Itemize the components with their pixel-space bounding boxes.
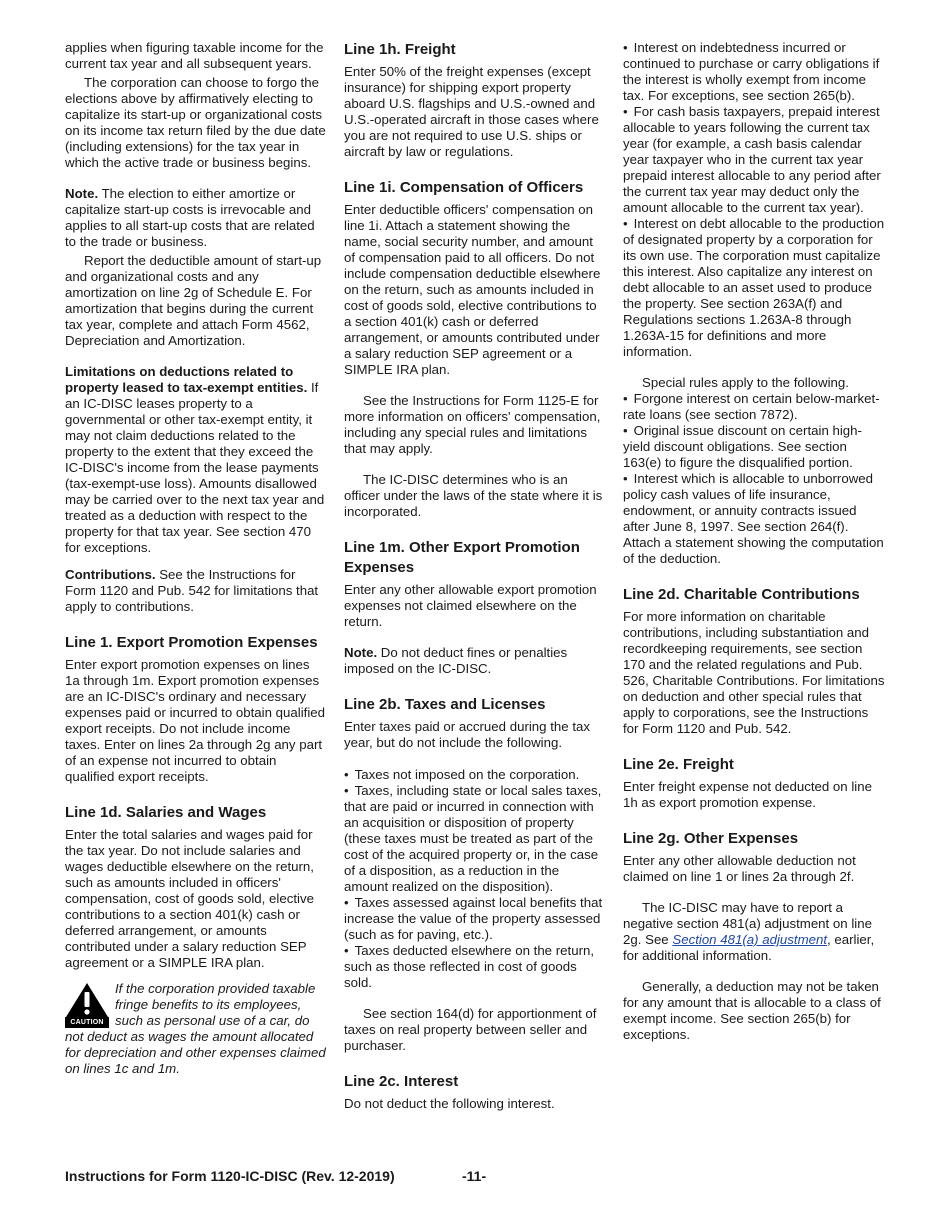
- note-label: Note.: [65, 186, 99, 201]
- paragraph: Enter freight expense not deducted on line 1h as export promotion expense.: [623, 779, 872, 810]
- paragraph: See section 164(d) for apportionment of taxes on real property between seller and purchaser.: [344, 1006, 597, 1053]
- paragraph: For more information on charitable contributions, including substantiation and recordkeeping requirements, see section 170 and the related regulations and Pub. 526, Charitable Contributions. For limitations on deduction and other special rules that apply to corporations, see the Instructions for Form 1120 and Pub. 542.: [623, 609, 885, 736]
- heading-line-2b: Line 2b. Taxes and Licenses: [344, 696, 546, 713]
- paragraph-text: , earlier, for additional information.: [623, 932, 875, 963]
- heading-line-2g: Line 2g. Other Expenses: [623, 830, 799, 847]
- paragraph: [623, 900, 885, 964]
- heading-line-1m: Line 1m. Other Export Promotion Expenses: [344, 539, 580, 576]
- paragraph: Enter any other allowable export promotion expenses not claimed elsewhere on the return.: [344, 582, 597, 629]
- list-item: • For cash basis taxpayers, prepaid interest allocable to years following the current tax year (for example, a cash basis calendar year taxpayer who in the current tax year prepaid interest allocable to any period after the current tax year may deduct only the amount allocable to the current tax year).: [623, 104, 885, 216]
- paragraph: Enter taxes paid or accrued during the tax year, but do not include the following.: [344, 719, 591, 750]
- column-1: [65, 40, 327, 1077]
- caution-icon: [65, 982, 109, 1028]
- warning-triangle-icon: [65, 982, 109, 1018]
- footer-title: Instructions for Form 1120-IC-DISC (Rev. 12-2019): [65, 1168, 395, 1184]
- list-item: • Original issue discount on certain high-yield discount obligations. See section 163(e) to figure the disqualified portion.: [623, 423, 885, 471]
- note-paragraph: [344, 645, 606, 677]
- paragraph: applies when figuring taxable income for the current tax year and all subsequent years.: [65, 40, 324, 71]
- paragraph: Do not deduct the following interest.: [344, 1096, 555, 1111]
- paragraph: Generally, a deduction may not be taken for any amount that is allocable to a class of exempt income. See section 265(b) for exceptions.: [623, 979, 881, 1042]
- heading-line-2c: Line 2c. Interest: [344, 1073, 459, 1090]
- column-2: [344, 40, 606, 1112]
- heading-line-1h: Line 1h. Freight: [344, 41, 456, 58]
- paragraph: Enter 50% of the freight expenses (except insurance) for shipping export property aboard U.S. flagships and U.S.-owned and U.S.-operated aircraft in those cases where you are not required to use U.S. ships or aircraft by law or regulations.: [344, 64, 599, 159]
- note-label: Note.: [344, 645, 378, 660]
- list-item: • Interest on debt allocable to the production of designated property by a corporation for its own use. The corporation must capitalize this interest. Also capitalize any interest on debt allocable to an asset used to produce the property. See section 263A(f) and Regulations sections 1.263A-8 through 1.263A-15 for definitions and more information.: [623, 216, 885, 360]
- section-481a-adjustment-link[interactable]: Section 481(a) adjustment: [672, 932, 828, 947]
- column-3: [623, 40, 885, 1043]
- caution-text: If the corporation provided taxable fringe benefits to its employees, such as personal use of a car, do not deduct as wages the amount allocated for depreciation and other expenses claimed on lines 1c and 1m.: [65, 981, 326, 1076]
- note-paragraph: [65, 186, 327, 250]
- list-item: • Taxes assessed against local benefits that increase the value of the property assessed (such as for paving, etc.).: [344, 895, 606, 943]
- special-rules-list: [623, 391, 885, 567]
- interest-exclusion-list: [623, 40, 885, 360]
- paragraph: Enter deductible officers' compensation on line 1i. Attach a statement showing the name, social security number, and amount of compensation paid to all officers. Do not include compensation deductible elsewhere on the return, such as amounts included in cost of goods sold, elective contributions to a section 401(k) cash or deferred arrangement, or amounts contributed under a salary reduction SEP agreement or a SIMPLE IRA plan.: [344, 202, 601, 377]
- heading-line-1i: Line 1i. Compensation of Officers: [344, 179, 584, 196]
- list-item: • Interest which is allocable to unborrowed policy cash values of life insurance, endowment, or annuity contracts issued after June 8, 1997. See section 264(f). Attach a statement showing the computation of the deduction.: [623, 471, 885, 567]
- limitations-text: If an IC-DISC leases property to a governmental or other tax-exempt entity, it may not claim deductions related to the property to the extent that they exceed the IC-DISC's income from the lease payments (tax-exempt-use loss). Amounts disallowed may be carried over to the next tax year and treated as a deduction with respect to the property for that tax year. See section 470 for exceptions.: [65, 380, 325, 555]
- list-item: • Forgone interest on certain below-market-rate loans (see section 7872).: [623, 391, 885, 423]
- note-text: Do not deduct fines or penalties imposed on the IC-DISC.: [344, 645, 568, 676]
- list-item: • Taxes, including state or local sales taxes, that are paid or incurred in connection with an acquisition or disposition of property (these taxes must be treated as part of the cost of the acquired property or, in the case of a disposition, as a reduction in the amount realized on the disposition).: [344, 783, 606, 895]
- contributions-text: See the Instructions for Form 1120 and Pub. 542 for limitations that apply to contributions.: [65, 567, 319, 614]
- list-item: • Taxes deducted elsewhere on the return, such as those reflected in cost of goods sold.: [344, 943, 606, 991]
- caution-box: [65, 981, 327, 1077]
- heading-line-2e: Line 2e. Freight: [623, 756, 734, 773]
- page-number: -11-: [462, 1168, 487, 1184]
- paragraph: Report the deductible amount of start-up and organizational costs and any amortization on line 2g of Schedule E. For amortization that begins during the current tax year, complete and attach Form 4562, Depreciation and Amortization.: [65, 253, 322, 348]
- paragraph-text: The IC-DISC may have to report a negative section 481(a) adjustment on line 2g. See: [623, 900, 872, 947]
- paragraph: Special rules apply to the following.: [642, 375, 849, 390]
- caution-label: CAUTION: [65, 1017, 109, 1028]
- heading-line-1d: Line 1d. Salaries and Wages: [65, 804, 267, 821]
- paragraph: The IC-DISC determines who is an officer under the laws of the state where it is incorporated.: [344, 472, 603, 519]
- paragraph: Enter export promotion expenses on lines 1a through 1m. Export promotion expenses are an IC-DISC's ordinary and necessary expenses paid or incurred to obtain qualified export receipts. Do not include income taxes. Enter on lines 2a through 2g any part of an expense not incurred to obtain qualified export receipts.: [65, 657, 326, 784]
- paragraph: The corporation can choose to forgo the elections above by affirmatively electing to capitalize its start-up or organizational costs on its income tax return filed by the due date (including extensions) for the tax year in which the active trade or business begins.: [65, 75, 326, 170]
- taxes-exclusion-list: [344, 767, 606, 991]
- list-item: • Interest on indebtedness incurred or continued to purchase or carry obligations if the interest is wholly exempt from income tax. For exceptions, see section 265(b).: [623, 40, 885, 104]
- heading-line-1: Line 1. Export Promotion Expenses: [65, 634, 318, 651]
- limitations-label: Limitations on deductions related to property leased to tax-exempt entities.: [65, 364, 308, 395]
- note-text: The election to either amortize or capitalize start-up costs is irrevocable and applies to all start-up costs that are related to the trade or business.: [65, 186, 315, 249]
- heading-line-2d: Line 2d. Charitable Contributions: [623, 586, 860, 603]
- contributions-paragraph: [65, 567, 327, 615]
- paragraph: Enter any other allowable deduction not claimed on line 1 or lines 2a through 2f.: [623, 853, 856, 884]
- paragraph: Enter the total salaries and wages paid for the tax year. Do not include salaries and wages deductible elsewhere on the return, such as amounts included in officers' compensation, cost of goods sold, elective contributions to a section 401(k) cash or deferred arrangement, or amounts contributed under a salary reduction SEP agreement or a SIMPLE IRA plan.: [65, 827, 314, 970]
- list-item: • Taxes not imposed on the corporation.: [344, 767, 606, 783]
- limitations-paragraph: [65, 364, 327, 556]
- contributions-label: Contributions.: [65, 567, 156, 582]
- paragraph: See the Instructions for Form 1125-E for more information on officers' compensation, including any special rules and limitations that may apply.: [344, 393, 601, 456]
